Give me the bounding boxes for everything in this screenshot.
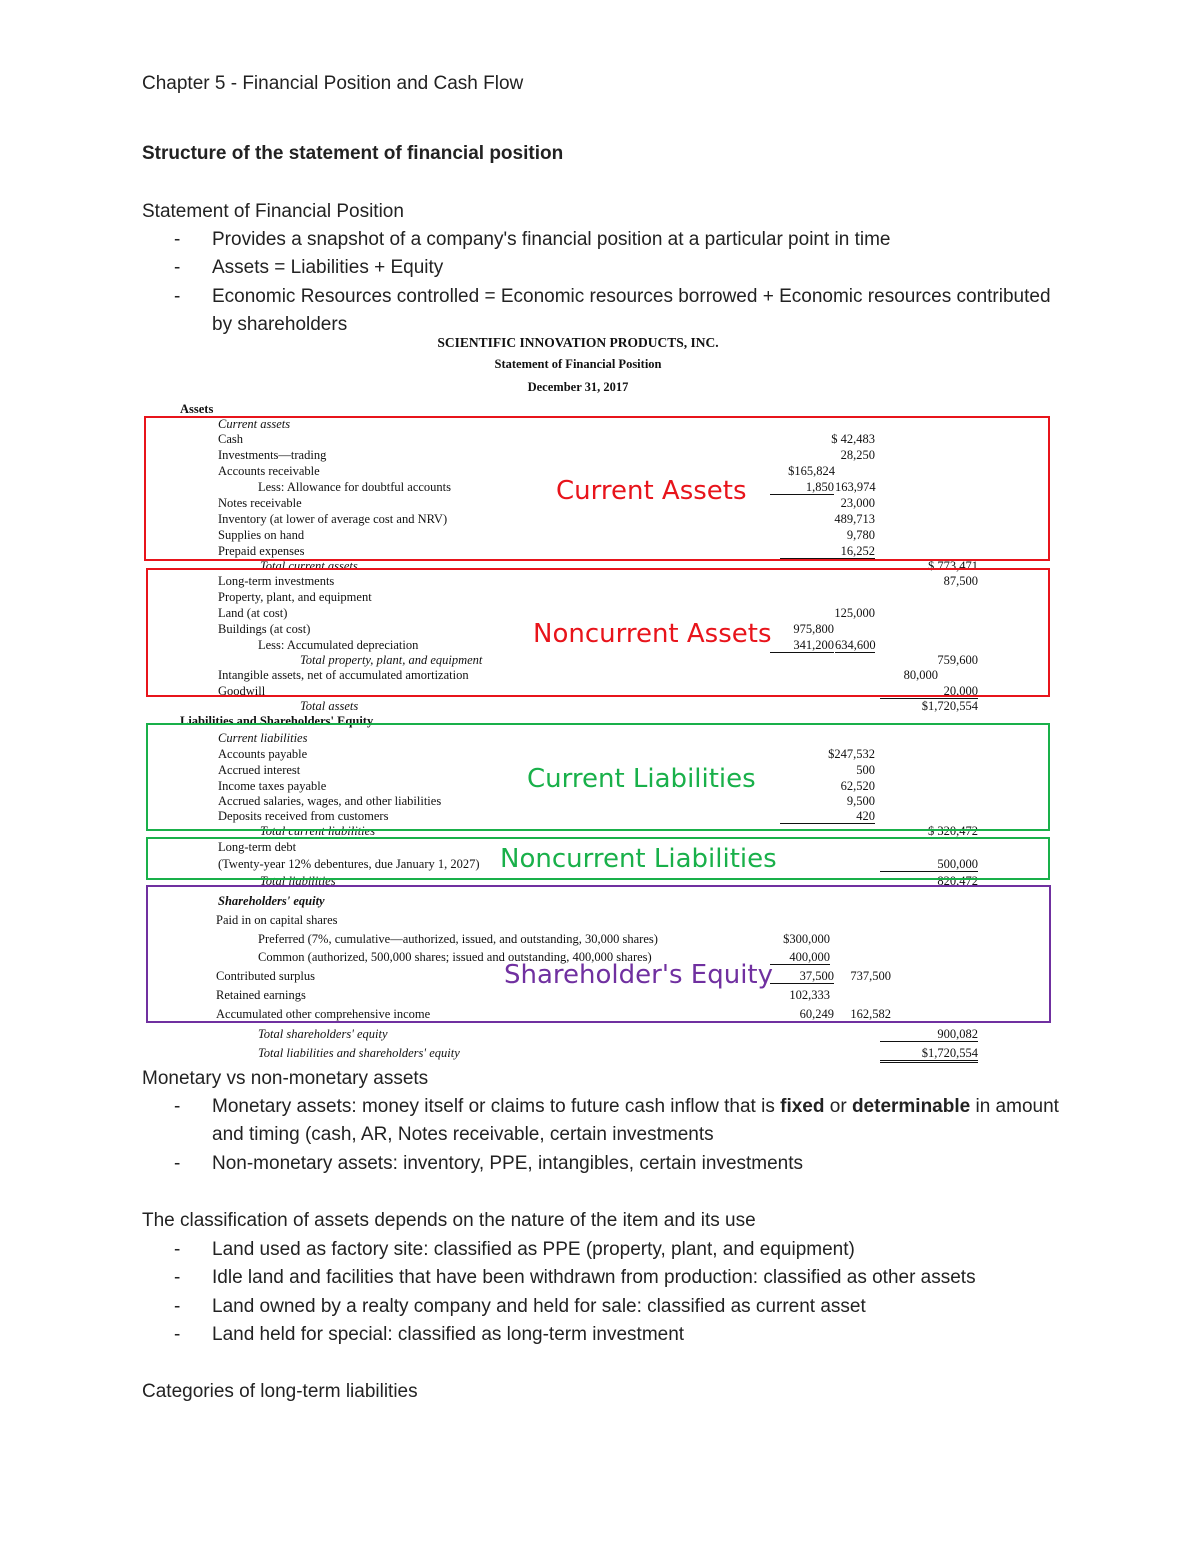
line-value: 489,713 <box>834 512 875 526</box>
line-value: 500 <box>856 763 875 777</box>
total-value: 820,472 <box>937 874 978 888</box>
line-label: Notes receivable <box>218 496 302 510</box>
current-liabilities-label: Current Liabilities <box>527 764 756 794</box>
total-label: Total current assets <box>260 559 358 573</box>
line-label: Intangible assets, net of accumulated amortization <box>218 668 469 682</box>
line-value: 162,582 <box>835 1007 891 1022</box>
sofp-bullet-list <box>142 226 1072 339</box>
list-item: - Land held for special: classified as long-term investment <box>174 1323 685 1345</box>
total-label: Total liabilities <box>260 874 336 888</box>
line-value: 420 <box>780 809 875 824</box>
total-label: Total shareholders' equity <box>258 1027 388 1041</box>
sofp-heading: Statement of Financial Position <box>142 201 404 222</box>
list-item: - Assets = Liabilities + Equity <box>174 257 444 279</box>
line-value: 62,520 <box>840 779 875 793</box>
line-label: Deposits received from customers <box>218 809 389 823</box>
line-label: Less: Accumulated depreciation <box>258 638 419 652</box>
monetary-heading: Monetary vs non-monetary assets <box>142 1068 429 1089</box>
line-value: 9,780 <box>846 528 875 542</box>
lt-liabilities-heading: Categories of long-term liabilities <box>142 1381 418 1402</box>
line-value: 163,974 <box>835 480 876 494</box>
line-label: Common (authorized, 500,000 shares; issued and outstanding, 400,000 shares) <box>258 950 652 964</box>
line-value: 1,850 <box>770 480 834 495</box>
noncurrent-liabilities-label: Noncurrent Liabilities <box>500 844 777 874</box>
page-title: Chapter 5 - Financial Position and Cash Flow <box>142 73 524 94</box>
list-item: - Provides a snapshot of a company's financial position at a particular point in time <box>174 229 891 250</box>
line-value: 500,000 <box>880 857 978 872</box>
line-value: 125,000 <box>834 606 875 620</box>
current-liabilities-header: Current liabilities <box>218 731 308 745</box>
line-value: 20,000 <box>880 684 978 699</box>
total-label: Total assets <box>300 699 359 713</box>
line-label: Accrued salaries, wages, and other liabilities <box>218 794 442 808</box>
list-item: - Monetary assets: money itself or claims to future cash inflow that is fixed or determinable in amount and timing (cash, AR, Notes receivable, certain investments <box>174 1096 1059 1146</box>
line-label: Land (at cost) <box>218 606 288 620</box>
line-value: 634,600 <box>835 638 876 652</box>
shareholders-equity-label: Shareholder's Equity <box>504 960 774 990</box>
total-label: Total property, plant, and equipment <box>300 653 483 667</box>
line-value: 23,000 <box>840 496 875 510</box>
line-label: Less: Allowance for doubtful accounts <box>258 480 452 494</box>
line-value: 37,500 <box>770 969 834 984</box>
line-label: (Twenty-year 12% debentures, due January 1, 2027) <box>218 857 480 871</box>
list-item: - Economic Resources controlled = Economic resources borrowed + Economic resources contributed by shareholders <box>174 285 1051 335</box>
line-label: Paid in on capital shares <box>216 913 338 927</box>
current-assets-label: Current Assets <box>556 476 747 506</box>
shareholders-equity-box <box>146 885 1051 1023</box>
line-label: Investments—trading <box>218 448 327 462</box>
line-label: Goodwill <box>218 684 266 698</box>
line-value: 400,000 <box>770 950 830 965</box>
current-assets-header: Current assets <box>218 417 291 431</box>
total-value: $1,720,554 <box>921 699 978 713</box>
statement-title: Statement of Financial Position <box>494 357 662 371</box>
line-label: Supplies on hand <box>218 528 305 542</box>
monetary-bullet-list <box>142 1093 1072 1178</box>
line-value: $165,824 <box>788 464 835 478</box>
list-item: - Idle land and facilities that have been withdrawn from production: classified as other assets <box>174 1267 976 1289</box>
list-item: - Land used as factory site: classified as PPE (property, plant, and equipment) <box>174 1239 855 1260</box>
line-label: Long-term debt <box>218 840 297 854</box>
line-label: Accounts receivable <box>218 464 320 478</box>
total-value: $ 773,471 <box>928 559 978 573</box>
line-value: 341,200 <box>770 638 834 653</box>
line-value: 60,249 <box>770 1007 834 1022</box>
line-value: 16,252 <box>780 544 875 559</box>
line-label: Inventory (at lower of average cost and NRV) <box>218 512 448 526</box>
total-value: 900,082 <box>880 1027 978 1042</box>
list-item: - Land owned by a realty company and held for sale: classified as current asset <box>174 1295 866 1317</box>
line-label: Retained earnings <box>216 988 306 1002</box>
line-label: Accrued interest <box>218 763 301 777</box>
line-label: Accumulated other comprehensive income <box>216 1007 431 1021</box>
total-label: Total liabilities and shareholders' equity <box>258 1046 460 1060</box>
line-label: Prepaid expenses <box>218 544 305 558</box>
statement-company: SCIENTIFIC INNOVATION PRODUCTS, INC. <box>437 335 719 350</box>
line-label: Cash <box>218 432 243 446</box>
total-value: $1,720,554 <box>880 1046 978 1063</box>
line-value: $300,000 <box>783 932 830 946</box>
total-label: Total current liabilities <box>260 824 376 838</box>
list-item: - Non-monetary assets: inventory, PPE, intangibles, certain investments <box>174 1152 804 1174</box>
line-label: Income taxes payable <box>218 779 327 793</box>
line-label: Preferred (7%, cumulative—authorized, issued, and outstanding, 30,000 shares) <box>258 932 658 946</box>
statement-date: December 31, 2017 <box>527 380 629 394</box>
line-label: Buildings (at cost) <box>218 622 311 636</box>
line-label: Long-term investments <box>218 574 335 588</box>
noncurrent-assets-label: Noncurrent Assets <box>533 619 772 649</box>
liabilities-header: Liabilities and Shareholders' Equity <box>180 714 374 728</box>
line-value: $ 42,483 <box>831 432 875 446</box>
assets-header: Assets <box>180 402 214 416</box>
line-value: 87,500 <box>943 574 978 588</box>
line-label: Property, plant, and equipment <box>218 590 372 604</box>
line-label: Contributed surplus <box>216 969 315 983</box>
classification-heading: The classification of assets depends on the nature of the item and its use <box>142 1210 756 1231</box>
shareholders-equity-header: Shareholders' equity <box>218 894 325 908</box>
line-value: 975,800 <box>793 622 834 636</box>
line-value: 737,500 <box>850 969 891 983</box>
line-label: Accounts payable <box>218 747 308 761</box>
classification-bullet-list <box>142 1236 1072 1349</box>
line-value: 102,333 <box>789 988 830 1002</box>
line-value: $247,532 <box>828 747 875 761</box>
line-value: 9,500 <box>846 794 875 808</box>
line-value: 80,000 <box>903 668 938 682</box>
section-heading: Structure of the statement of financial position <box>142 143 564 164</box>
total-value: $ 320,472 <box>928 824 978 838</box>
total-value: 759,600 <box>937 653 978 667</box>
line-value: 28,250 <box>840 448 875 462</box>
